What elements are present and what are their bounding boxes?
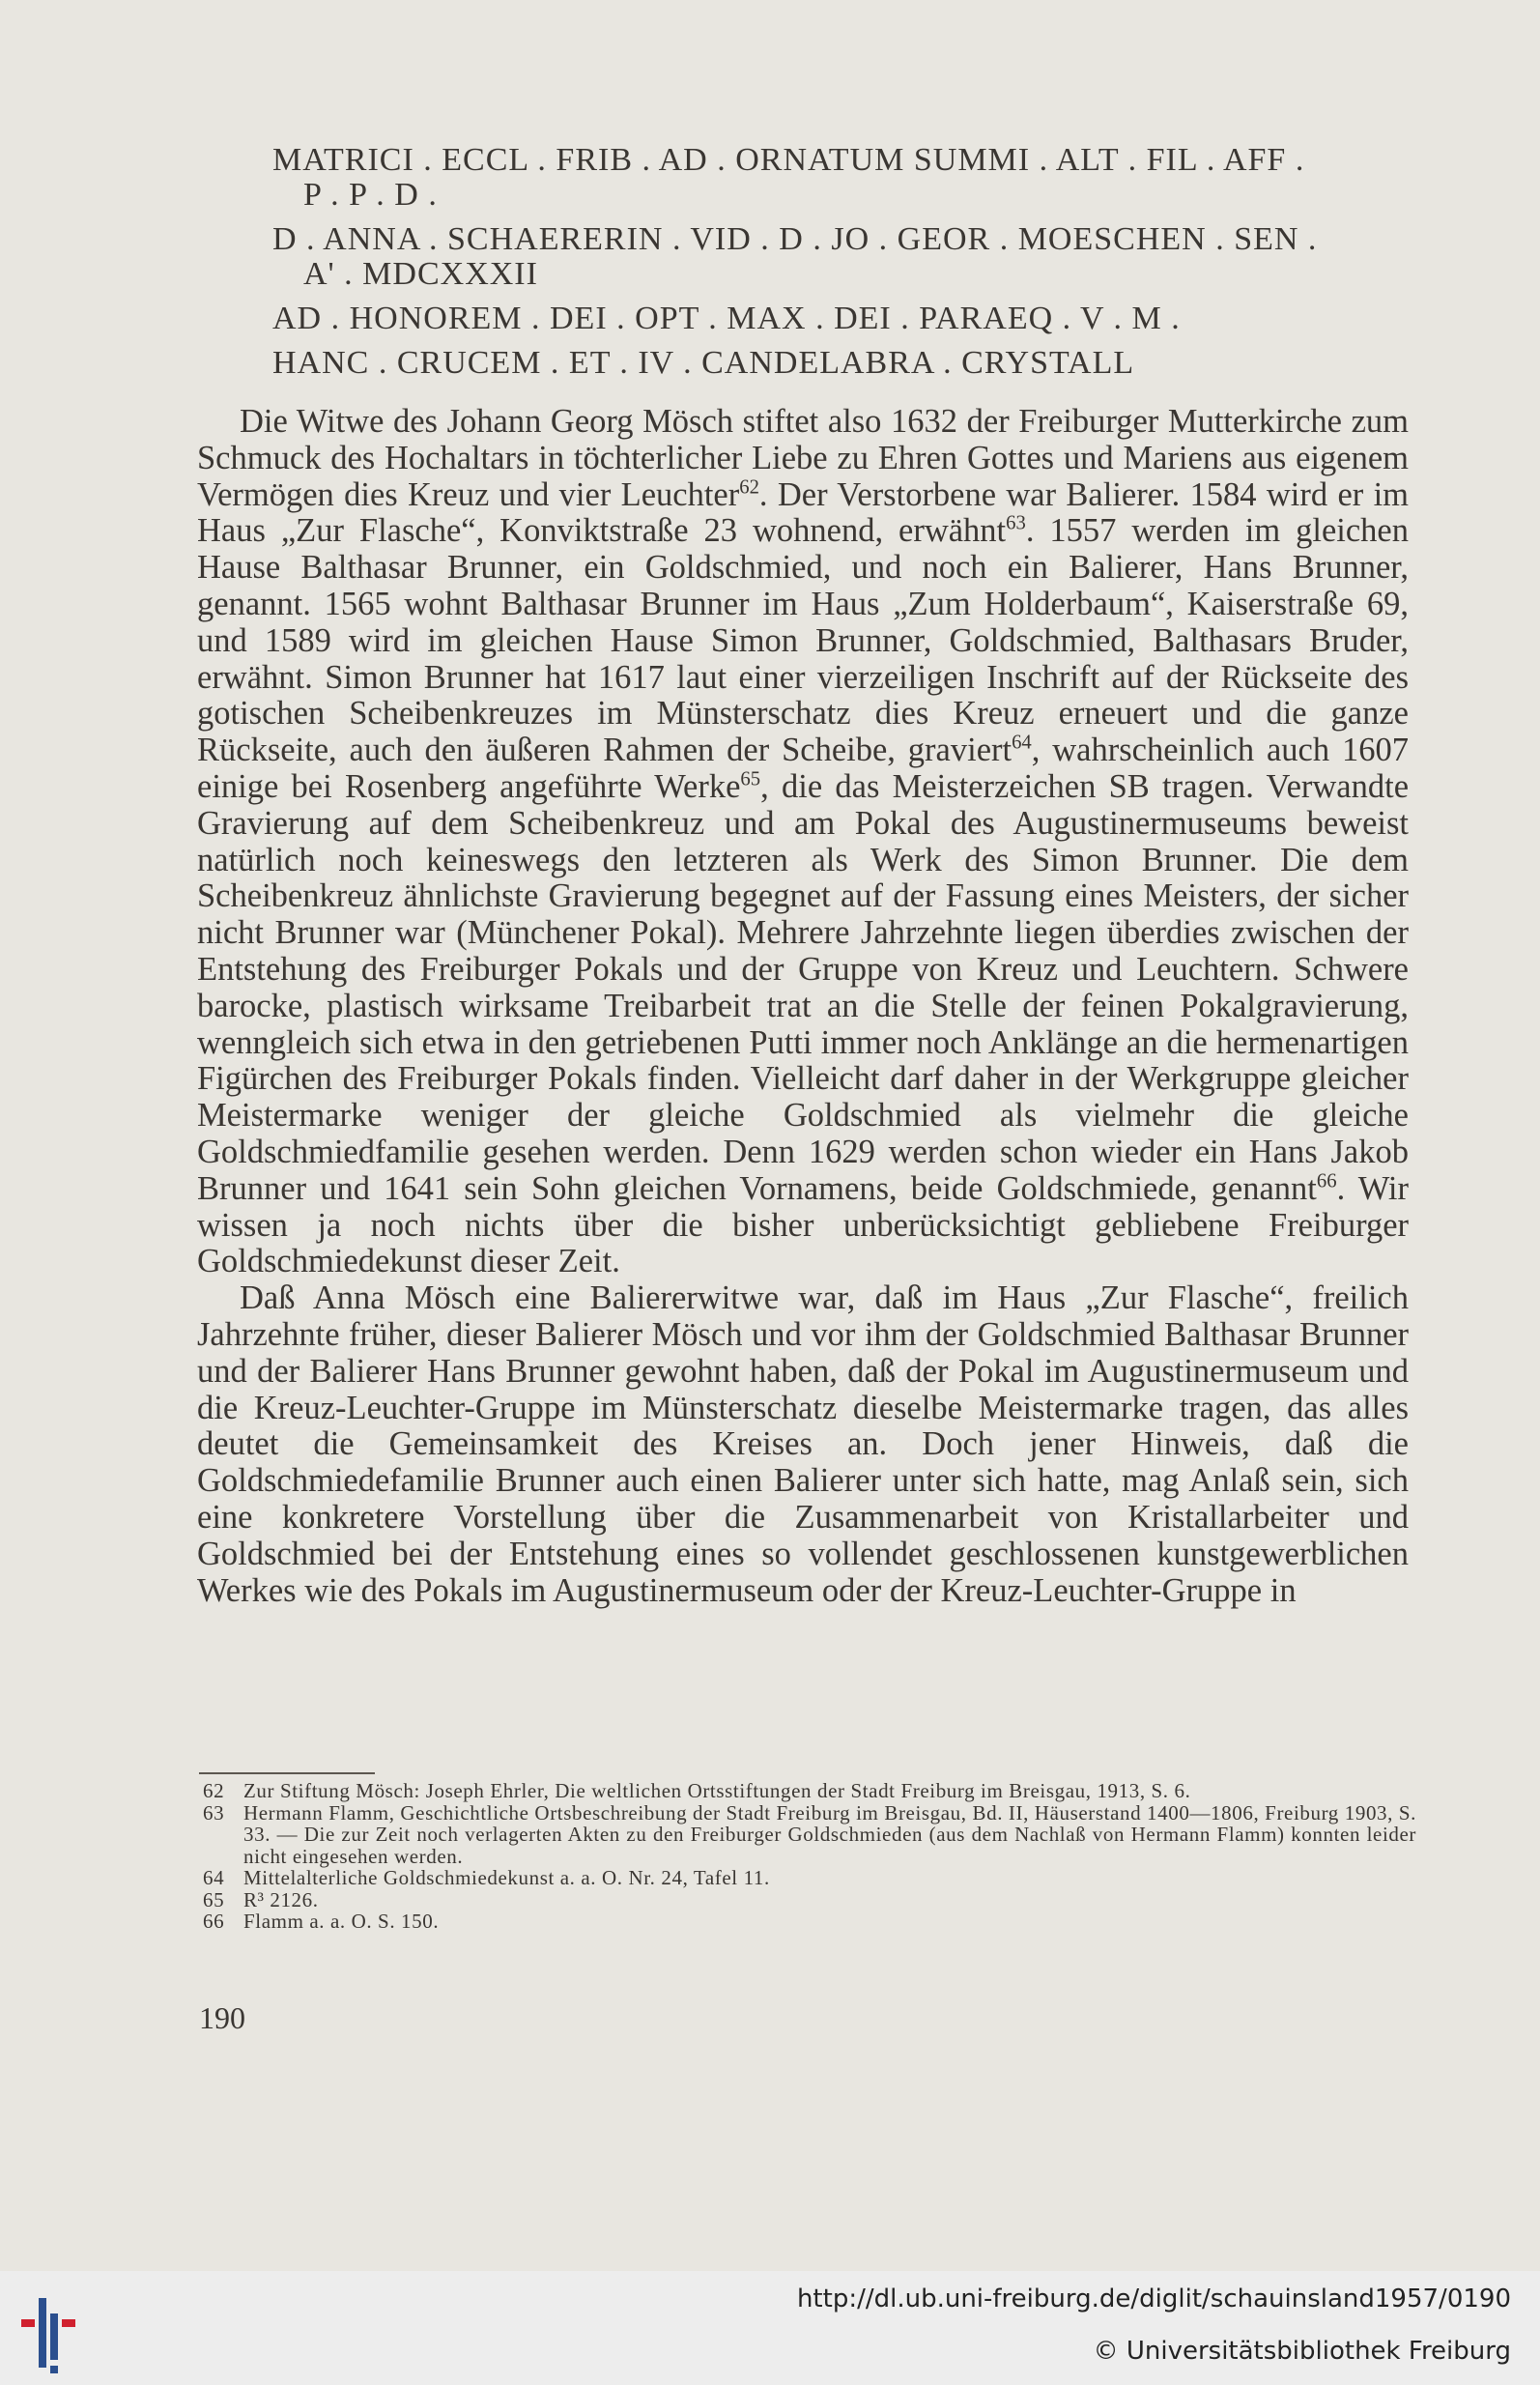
inscription-text: P . P . D .: [303, 177, 438, 213]
footnote-divider: [199, 1772, 375, 1774]
inscription-line-3: [272, 302, 1403, 336]
text-run: . Der Verstorbene war Balierer. 1584 wird er im Haus „Zur Flasche“, Konviktstraße 23 wohnend, erwähnt: [197, 475, 1409, 550]
footnote-number: 66: [203, 1910, 225, 1933]
footnote-number: 63: [203, 1800, 225, 1825]
inscription: [272, 143, 1403, 390]
footnotes: [203, 1780, 1416, 1933]
footnote-ref[interactable]: 66: [1316, 1170, 1337, 1192]
inscription-text: MATRICI . ECCL . FRIB . AD . ORNATUM SUMMI . ALT . FIL . AFF .: [272, 142, 1305, 178]
text-run: , wahrscheinlich auch 1607 einige bei Rosenberg angeführte Werke: [197, 732, 1409, 805]
footnote-ref[interactable]: 63: [1006, 512, 1026, 534]
footnote-number: 65: [203, 1887, 225, 1911]
footnote: [203, 1867, 1416, 1889]
body-text: [197, 404, 1409, 1609]
footnote-ref[interactable]: 62: [739, 476, 759, 499]
inscription-text: HANC . CRUCEM . ET . IV . CANDELABRA . CRYSTALL: [272, 345, 1135, 381]
footnote-text: Mittelalterliche Goldschmiedekunst a. a. O. Nr. 24, Tafel 11.: [243, 1866, 770, 1889]
paragraph-1: [197, 404, 1409, 1280]
text-run: Die Witwe des Johann Georg Mösch stiftet also 1632 der Freiburger Mutterkirche zum Schmuck des Hochaltars in töchterlicher Liebe zu Ehren Gottes und Mariens aus eigenem Vermögen dies Kreuz und vier Leuchter: [197, 403, 1409, 513]
footnote-text: Zur Stiftung Mösch: Joseph Ehrler, Die weltlichen Ortsstiftungen der Stadt Freiburg im Breisgau, 1913, S. 6.: [243, 1779, 1191, 1802]
footnote-number: 62: [203, 1779, 225, 1802]
footnote-ref[interactable]: 64: [1012, 732, 1032, 754]
copyright-notice: © Universitätsbibliothek Freiburg: [1093, 2337, 1511, 2366]
page-number: 190: [199, 2000, 245, 2035]
text-run: , die das Meisterzeichen SB tragen. Verwandte Gravierung auf dem Scheibenkreuz und am Pokal des Augustinermuseums beweist natürlich noch keineswegs den letzteren als Werk des Simon Brunner. Die dem Scheibenkreuz ähnlichste Gravierung begegnet auf der Fassung eines Meisters, der sicher nicht Brunner war (Münchener Pokal). Mehrere Jahrzehnte liegen überdies zwischen der Entstehung des Freiburger Pokals und der Gruppe von Kreuz und Leuchtern. Schwere barocke, plastisch wirksame Treibarbeit trat an die Stelle der feinen Pokalgravierung, wenngleich sich etwa in den getriebenen Putti immer noch Anklänge an die hermenartigen Figürchen des Freiburger Pokals finden. Vielleicht darf daher in der Werkgruppe gleicher Meistermarke weniger der gleiche Goldschmied als vielmehr die gleiche Goldschmiedfamilie gesehen werden. Denn 1629 werden schon wieder ein Hans Jakob Brunner und 1641 sein Sohn gleichen Vornamens, beide Goldschmiede, genannt: [197, 767, 1410, 1207]
footnote-ref[interactable]: 65: [740, 768, 761, 790]
footnote-text: Hermann Flamm, Geschichtliche Ortsbeschreibung der Stadt Freiburg im Breisgau, Bd. II, Häuserstand 1400—1806, Freiburg 1903, S. 33. — Die zur Zeit noch verlagerten Akten zu den Freiburger Goldschmieden (aus dem Nachlaß von Hermann Flamm) konnten leider nicht eingesehen werden.: [243, 1800, 1416, 1868]
ub-freiburg-logo-icon[interactable]: [17, 2281, 95, 2377]
inscription-line-2: [272, 222, 1403, 292]
permalink-url[interactable]: http://dl.ub.uni-freiburg.de/diglit/schauinsland1957/0190: [796, 2284, 1511, 2313]
footnote-text: Flamm a. a. O. S. 150.: [243, 1910, 440, 1933]
footnote-number: 64: [203, 1866, 225, 1889]
footnote: [203, 1889, 1416, 1911]
inscription-line-1: [272, 143, 1403, 213]
inscription-text: D . ANNA . SCHAERERIN . VID . D . JO . GEOR . MOESCHEN . SEN .: [272, 221, 1318, 257]
inscription-text: A' . MDCXXXII: [303, 256, 538, 292]
text-run: . Wir wissen ja noch nichts über die bisher unberücksichtigt gebliebene Freiburger Goldschmiedekunst dieser Zeit.: [197, 1169, 1409, 1280]
text-run: . 1557 werden im gleichen Hause Balthasar Brunner, ein Goldschmied, und noch ein Balierer, Hans Brunner, genannt. 1565 wohnt Balthasar Brunner im Haus „Zum Holderbaum“, Kaiserstraße 69, und 1589 wird im gleichen Hause Simon Brunner, Goldschmied, Balthasars Bruder, erwähnt. Simon Brunner hat 1617 laut einer vierzeiligen Inschrift auf der Rückseite des gotischen Scheibenkreuzes im Münsterschatz dies Kreuz erneuert und die ganze Rückseite, auch den äußeren Rahmen der Scheibe, graviert: [197, 512, 1409, 769]
footnote: [203, 1780, 1416, 1802]
footnote-text: R³ 2126.: [243, 1887, 319, 1911]
footnote: [203, 1802, 1416, 1868]
inscription-text: AD . HONOREM . DEI . OPT . MAX . DEI . PARAEQ . V . M .: [272, 301, 1181, 336]
footnote: [203, 1911, 1416, 1933]
paragraph-2: Daß Anna Mösch eine Baliererwitwe war, daß im Haus „Zur Flasche“, freilich Jahrzehnte früher, dieser Balierer Mösch und vor ihm der Goldschmied Balthasar Brunner und der Balierer Hans Brunner gewohnt haben, daß der Pokal im Augustinermuseum und die Kreuz-Leuchter-Gruppe im Münsterschatz dieselbe Meistermarke tragen, das alles deutet die Gemeinsamkeit des Kreises an. Doch jener Hinweis, daß die Goldschmiedefamilie Brunner auch einen Balierer unter sich hatte, mag Anlaß sein, sich eine konkretere Vorstellung über die Zusammenarbeit von Kristallarbeiter und Goldschmied bei der Entstehung eines so vollendet geschlossenen kunstgewerblichen Werkes wie des Pokals im Augustinermuseum oder der Kreuz-Leuchter-Gruppe in: [197, 1279, 1409, 1609]
inscription-line-4: [272, 346, 1403, 381]
